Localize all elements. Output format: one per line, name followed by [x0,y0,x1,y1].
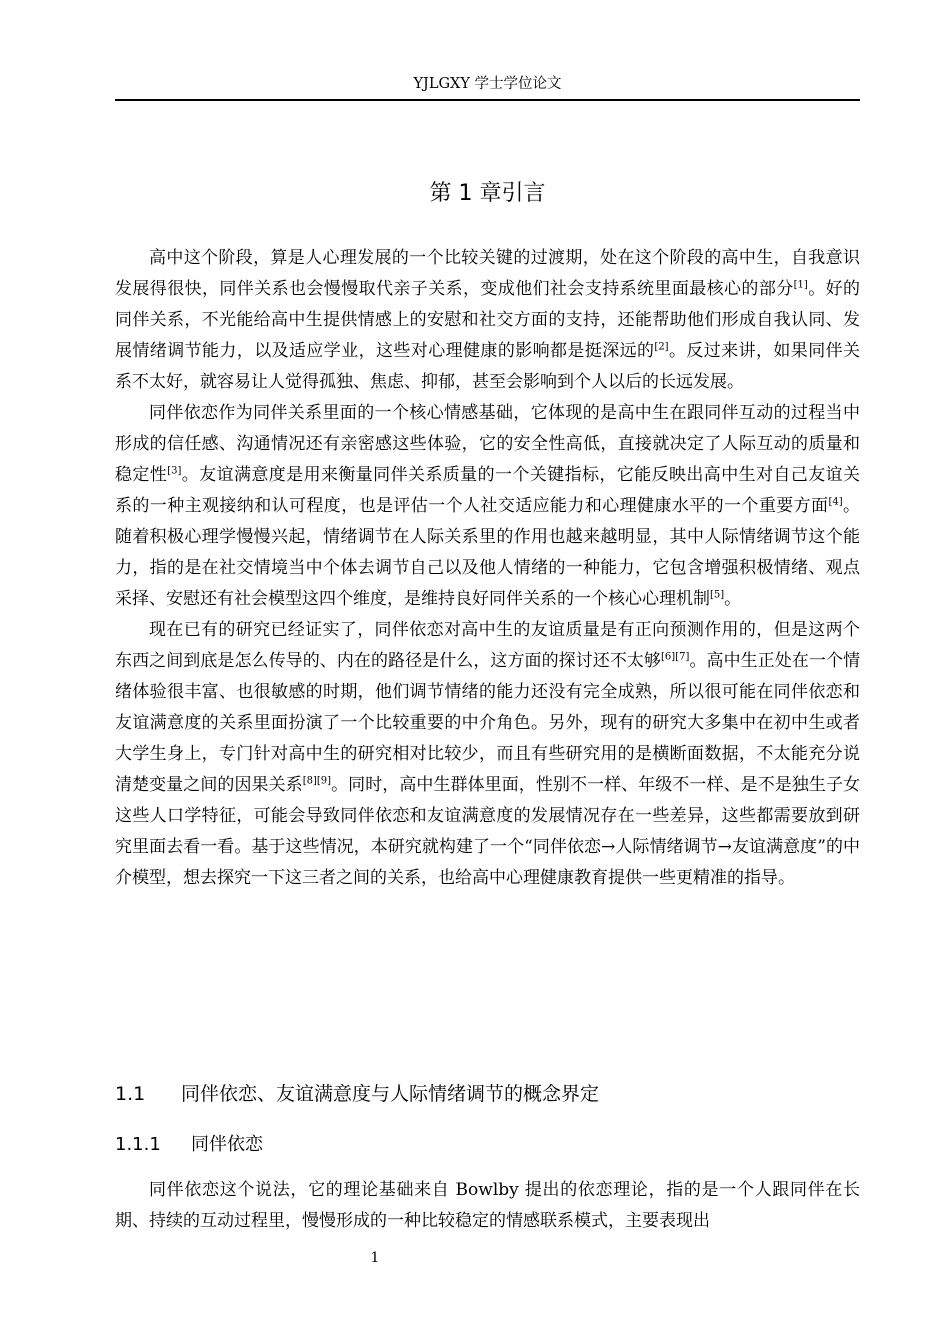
citation: [6][7] [661,651,690,663]
citation: [5] [710,589,725,601]
subsection-title: 同伴依恋 [191,1134,263,1155]
citation: [1] [793,279,808,291]
section-heading [115,1079,860,1109]
paragraph-text: 。 [724,589,742,609]
paragraph-text: 。友谊满意度是用来衡量同伴关系质量的一个关键指标，它能反映出高中生对自己友谊关系的一种主观接纳和认可程度，也是评估一个人社交适应能力和心理健康水平的一个重要方面 [115,465,860,516]
paragraph-text: 。同时，高中生群体里面，性别不一样、年级不一样、是不是独生子女这些人口学特征，可能会导致同伴依恋和友谊满意度的发展情况存在一些差异，这些都需要放到研究里面去看一看。基于这些情况，本研究就构建了一个“同伴依恋→人际情绪调节→友谊满意度”的中介模型，想去探究一下这三者之间的关系，也给高中心理健康教育提供一些更精准的指导。 [115,775,861,888]
paragraph-text: 同伴依恋作为同伴关系里面的一个核心情感基础，它体现的是高中生在跟同伴互动的过程当中形成的信任感、沟通情况还有亲密感这些体验，它的安全性高低，直接就决定了人际互动的质量和稳定性 [115,403,860,485]
section-number: 1.1 [115,1083,146,1105]
intro-body [115,243,860,894]
citation: [3] [167,465,182,477]
paragraph-3 [115,615,860,894]
paragraph-text: 高中这个阶段，算是人心理发展的一个比较关键的过渡期，处在这个阶段的高中生，自我意识发展得很快，同伴关系也会慢慢取代亲子关系，变成他们社会支持系统里面最核心的部分 [115,248,860,299]
chapter-title: 第 1 章引言 [429,181,546,206]
subsection-number: 1.1.1 [115,1134,161,1155]
paragraph-text: 。随着积极心理学慢慢兴起，情绪调节在人际关系里的作用也越来越明显，其中人际情绪调节这个能力，指的是在社交情境当中个体去调节自己以及他人情绪的一种能力，它包含增强积极情绪、观点采择、安慰还有社会模型这四个维度，是维持良好同伴关系的一个核心心理机制 [115,496,861,609]
citation: [4] [828,496,843,508]
section-title: 同伴依恋、友谊满意度与人际情绪调节的概念界定 [181,1083,600,1105]
page-number: 1 [370,1250,380,1266]
paragraph-text: 现在已有的研究已经证实了，同伴依恋对高中生的友谊质量是有正向预测作用的，但是这两个东西之间到底是怎么传导的、内在的路径是什么，这方面的探讨还不太够 [115,620,860,671]
paragraph-text: 。好的同伴关系，不光能给高中生提供情感上的安慰和社交方面的支持，还能帮助他们形成自我认同、发展情绪调节能力，以及适应学业，这些对心理健康的影响都是挺深远的 [115,279,860,361]
paragraph-text: 。高中生正处在一个情绪体验很丰富、也很敏感的时期，他们调节情绪的能力还没有完全成熟，所以很可能在同伴依恋和友谊满意度的关系里面扮演了一个比较重要的中介角色。另外，现有的研究大多集中在初中生或者大学生身上，专门针对高中生的研究相对比较少，而且有些研究用的是横断面数据，不太能充分说清楚变量之间的因果关系 [115,651,861,795]
subsection-heading [115,1130,860,1160]
subsection-body [115,1175,860,1237]
paragraph-4: 同伴依恋这个说法，它的理论基础来自 Bowlby 提出的依恋理论，指的是一个人跟同伴在长期、持续的互动过程里，慢慢形成的一种比较稳定的情感联系模式，主要表现出 [115,1180,860,1231]
paragraph-text: 。反过来讲，如果同伴关系不太好，就容易让人觉得孤独、焦虑、抑郁，甚至会影响到个人以后的长远发展。 [115,341,861,392]
paragraph-2 [115,398,860,615]
citation: [2] [654,341,669,353]
header-rule [115,99,860,101]
citation: [8][9] [302,775,332,787]
running-header: YJLGXY 学士学位论文 [413,76,562,92]
paragraph-1 [115,243,860,398]
